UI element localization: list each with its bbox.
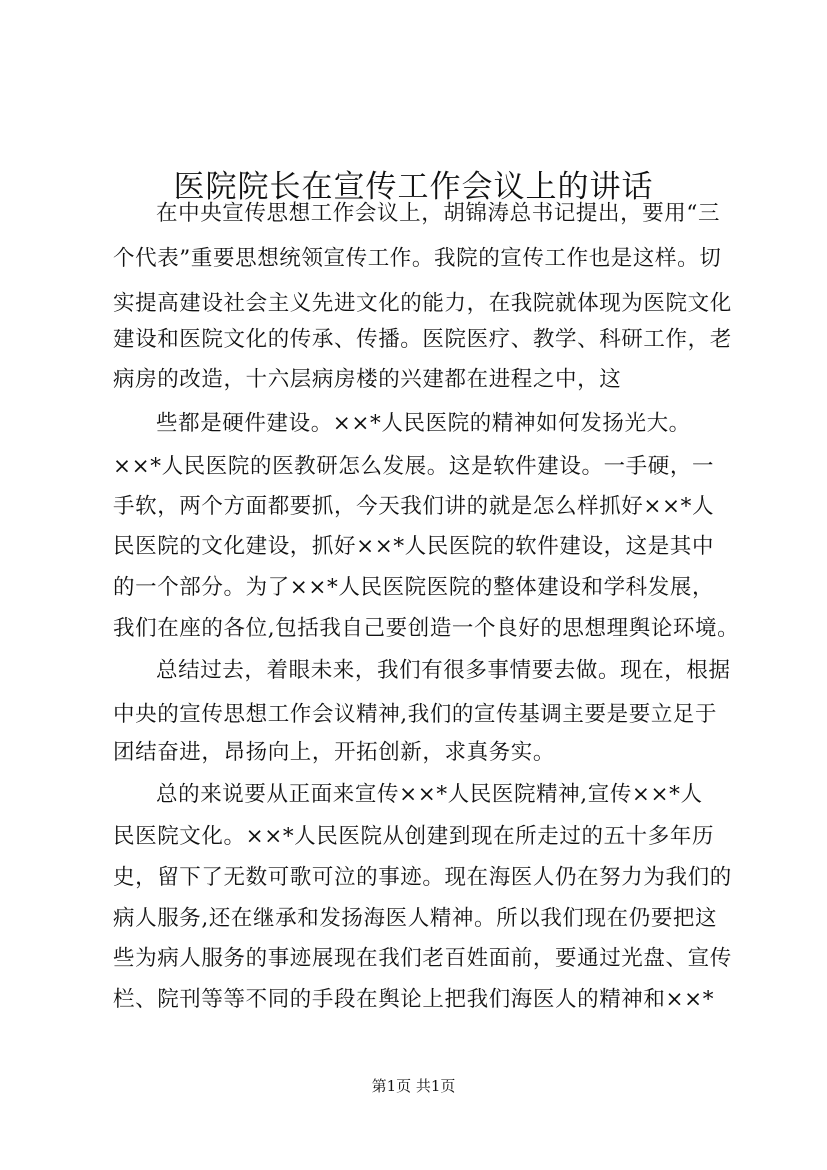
paragraph-line: 的一个部分。为了××*人民医院医院的整体建设和学科发展， xyxy=(113,575,715,600)
paragraph-line: 实提高建设社会主义先进文化的能力，在我院就体现为医院文化 xyxy=(113,291,732,316)
paragraph-line: 建设和医院文化的传承、传播。医院医疗、教学、科研工作，老 xyxy=(113,327,732,352)
paragraph-line: 病人服务,还在继承和发扬海医人精神。所以我们现在仍要把这 xyxy=(113,906,718,931)
paragraph-line: 总的来说要从正面来宣传××*人民医院精神,宣传××*人 xyxy=(156,782,703,807)
page-footer: 第1页 共1页 xyxy=(371,1077,456,1095)
paragraph-line: 史，留下了无数可歌可泣的事迹。现在海医人仍在努力为我们的 xyxy=(113,865,732,890)
paragraph-line: 我们在座的各位,包括我自己要创造一个良好的思想理舆论环境。 xyxy=(113,616,740,641)
paragraph-line: 些为病人服务的事迹展现在我们老百姓面前，要通过光盘、宣传 xyxy=(113,946,732,971)
paragraph-line: 个代表”重要思想统领宣传工作。我院的宣传工作也是这样。切 xyxy=(113,246,722,271)
paragraph-line: 民医院的文化建设，抓好××*人民医院的软件建设，这是其中 xyxy=(113,534,715,559)
paragraph-line: 总结过去，着眼未来，我们有很多事情要去做。现在，根据 xyxy=(156,658,731,683)
paragraph-line: 病房的改造，十六层病房楼的兴建都在进程之中，这 xyxy=(113,367,622,392)
paragraph-line: 手软，两个方面都要抓，今天我们讲的就是怎么样抓好××*人 xyxy=(113,494,715,519)
paragraph-line: 在中央宣传思想工作会议上，胡锦涛总书记提出，要用“三 xyxy=(156,201,721,226)
document-title: 医院院长在宣传工作会议上的讲话 xyxy=(173,168,654,205)
paragraph-line: 中央的宣传思想工作会议精神,我们的宣传基调主要是要立足于 xyxy=(113,702,718,727)
paragraph-line: 民医院文化。××*人民医院从创建到现在所走过的五十多年历 xyxy=(113,824,715,849)
paragraph-line: 栏、院刊等等不同的手段在舆论上把我们海医人的精神和××* xyxy=(113,987,715,1012)
paragraph-line: ××*人民医院的医教研怎么发展。这是软件建设。一手硬，一 xyxy=(113,454,715,479)
paragraph-line: 些都是硬件建设。××*人民医院的精神如何发扬光大。 xyxy=(156,411,691,436)
paragraph-line: 团结奋进，昂扬向上，开拓创新，求真务实。 xyxy=(113,740,556,765)
